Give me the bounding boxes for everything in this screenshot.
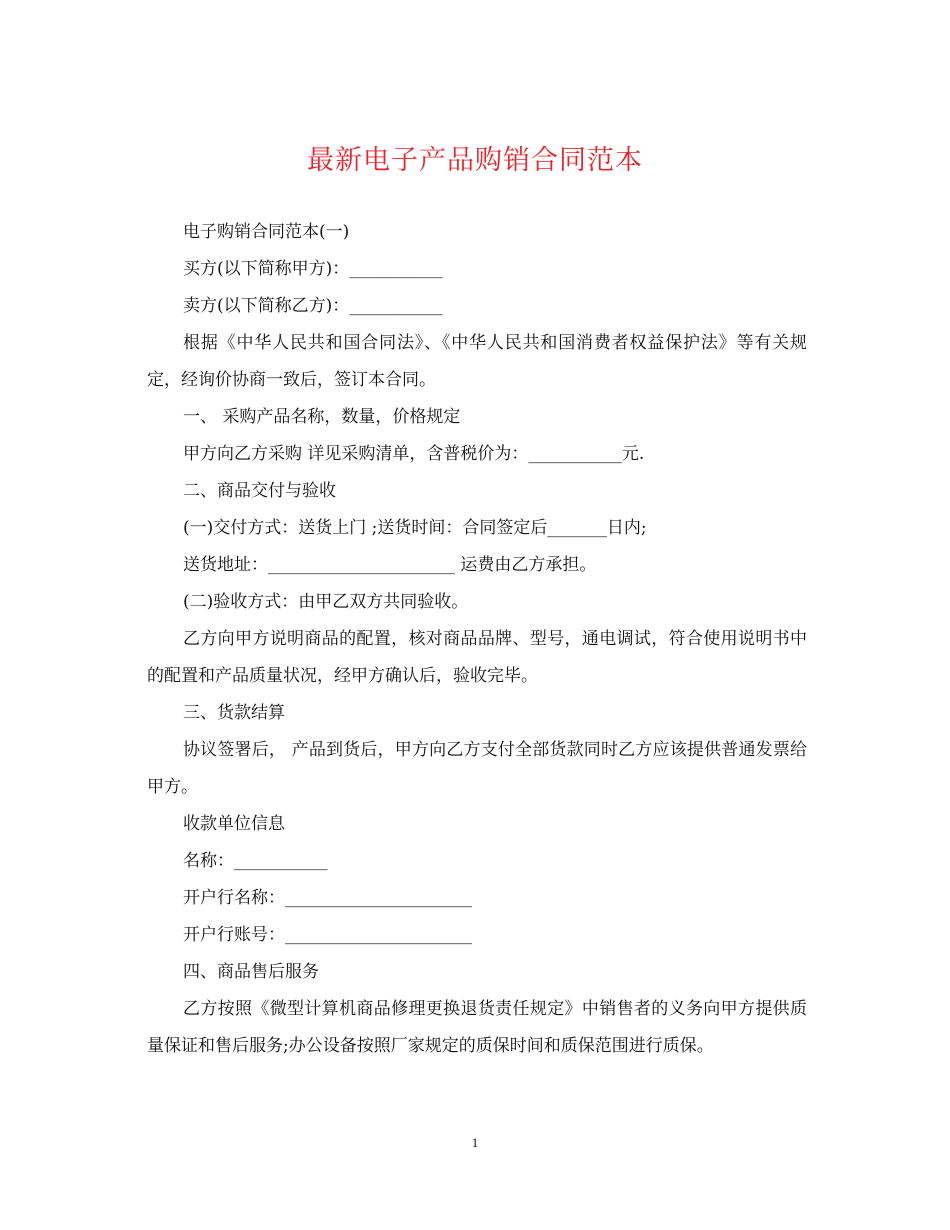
paragraph-purchase-price: 甲方向乙方采购 详见采购清单，含普税价为：___________元. bbox=[183, 444, 645, 464]
document-body bbox=[147, 214, 807, 1065]
paragraph-acceptance-details: 乙方向甲方说明商品的配置，核对商品品牌、型号，通电调试，符合使用说明书中的配置和产品质量状况，经甲方确认后，验收完毕。 bbox=[147, 629, 807, 686]
paragraph-bank-account: 开户行账号：______________________ bbox=[183, 925, 472, 945]
paragraph-legal-basis: 根据《中华人民共和国合同法》、《中华人民共和国消费者权益保护法》等有关规定，经询价协商一致后，签订本合同。 bbox=[147, 333, 807, 390]
paragraph-delivery-address: 送货地址：______________________ 运费由乙方承担。 bbox=[183, 555, 597, 575]
section-heading-1: 一、 采购产品名称，数量，价格规定 bbox=[183, 407, 461, 427]
paragraph-after-sales: 乙方按照《微型计算机商品修理更换退货责任规定》中销售者的义务向甲方提供质量保证和售后服务;办公设备按照厂家规定的质保时间和质保范围进行质保。 bbox=[147, 999, 807, 1056]
paragraph-payee-info: 收款单位信息 bbox=[183, 814, 285, 834]
section-heading-4: 四、商品售后服务 bbox=[183, 962, 319, 982]
paragraph-seller: 卖方(以下简称乙方)：___________ bbox=[183, 296, 443, 316]
paragraph-acceptance-method: (二)验收方式：由甲乙双方共同验收。 bbox=[183, 592, 469, 612]
paragraph-buyer: 买方(以下简称甲方)：___________ bbox=[183, 259, 443, 279]
paragraph-delivery-method: (一)交付方式：送货上门 ;送货时间：合同签定后_______日内; bbox=[183, 518, 647, 538]
section-heading-2: 二、商品交付与验收 bbox=[183, 481, 336, 501]
paragraph-payment: 协议签署后， 产品到货后，甲方向乙方支付全部货款同时乙方应该提供普通发票给甲方。 bbox=[147, 740, 807, 797]
paragraph-contract-heading: 电子购销合同范本(一) bbox=[183, 222, 350, 242]
paragraph-payee-name: 名称：___________ bbox=[183, 851, 328, 871]
document-title: 最新电子产品购销合同范本 bbox=[307, 145, 643, 176]
paragraph-bank-name: 开户行名称：______________________ bbox=[183, 888, 472, 908]
page-number: 1 bbox=[471, 1135, 479, 1150]
section-heading-3: 三、货款结算 bbox=[183, 703, 285, 723]
